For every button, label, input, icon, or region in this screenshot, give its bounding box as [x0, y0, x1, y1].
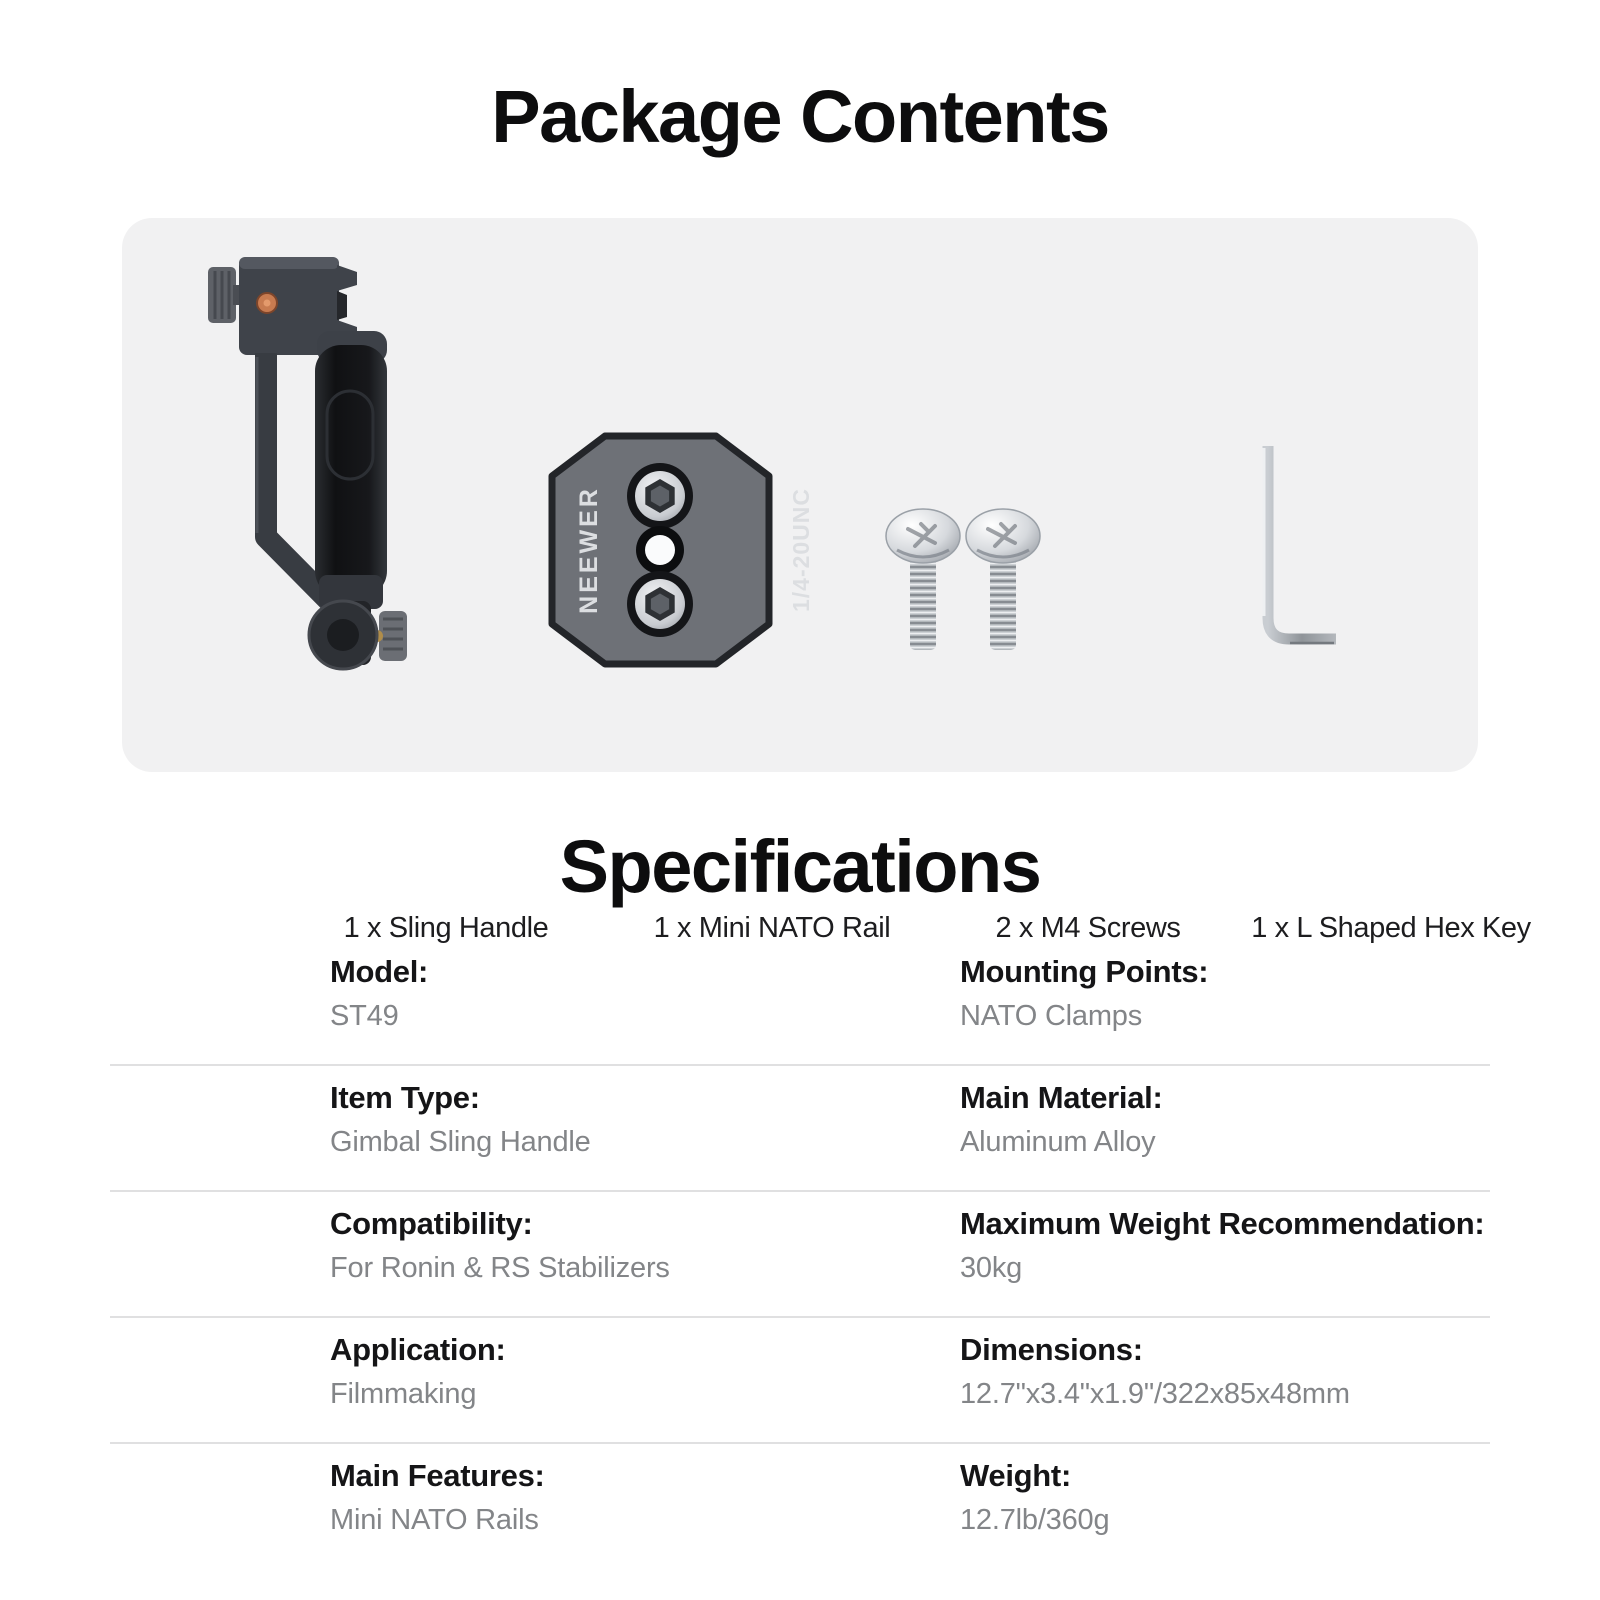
spec-row-itemtype-material: [110, 1066, 1490, 1192]
spec-row-application-dimensions: [110, 1318, 1490, 1444]
spec-label-weight: Weight:: [960, 1458, 1071, 1493]
spec-cell-main-material: [960, 1080, 1560, 1159]
item-caption-mini-nato-rail: 1 x Mini NATO Rail: [653, 912, 891, 944]
spec-value-model: ST49: [330, 999, 399, 1032]
sling-handle-illustration: [195, 245, 410, 670]
package-contents-title: Package Contents: [491, 75, 1109, 158]
mini-nato-rail-illustration: [548, 432, 814, 668]
spec-value-mounting-points: NATO Clamps: [960, 999, 1143, 1032]
spec-label-mounting-points: Mounting Points:: [960, 954, 1209, 989]
specifications-table: [110, 940, 1490, 1570]
spec-value-item-type: Gimbal Sling Handle: [330, 1125, 591, 1158]
spec-value-main-material: Aluminum Alloy: [960, 1125, 1156, 1158]
spec-label-main-material: Main Material:: [960, 1080, 1163, 1115]
m4-screws-illustration: [878, 498, 1068, 653]
spec-cell-main-features: [330, 1458, 930, 1537]
spec-row-compatibility-weightrec: [110, 1192, 1490, 1318]
spec-label-model: Model:: [330, 954, 429, 989]
specifications-title: Specifications: [559, 825, 1041, 908]
spec-cell-item-type: [330, 1080, 930, 1159]
rail-brand-marking: NEEWER: [575, 486, 603, 614]
spec-cell-model: [330, 954, 930, 1033]
spec-row-features-weight: [110, 1444, 1490, 1570]
spec-label-compatibility: Compatibility:: [330, 1206, 533, 1241]
spec-cell-compatibility: [330, 1206, 930, 1285]
item-caption-m4-screws: 2 x M4 Screws: [995, 912, 1181, 944]
rail-thread-marking: 1/4-20UNC: [788, 487, 814, 613]
spec-row-model-mounting: [110, 940, 1490, 1066]
spec-value-max-weight: 30kg: [960, 1251, 1023, 1284]
spec-label-main-features: Main Features:: [330, 1458, 545, 1493]
spec-value-application: Filmmaking: [330, 1377, 477, 1410]
spec-value-compatibility: For Ronin & RS Stabilizers: [330, 1251, 670, 1284]
spec-value-dimensions: 12.7"x3.4"x1.9"/322x85x48mm: [960, 1377, 1350, 1410]
spec-cell-mounting-points: [960, 954, 1560, 1033]
spec-label-item-type: Item Type:: [330, 1080, 480, 1115]
spec-cell-max-weight: [960, 1206, 1560, 1285]
spec-cell-dimensions: [960, 1332, 1560, 1411]
spec-label-max-weight: Maximum Weight Recommendation:: [960, 1206, 1485, 1241]
spec-label-dimensions: Dimensions:: [960, 1332, 1143, 1367]
item-caption-sling-handle: 1 x Sling Handle: [343, 912, 549, 944]
spec-cell-weight: [960, 1458, 1560, 1537]
spec-cell-application: [330, 1332, 930, 1411]
item-caption-hex-key: 1 x L Shaped Hex Key: [1251, 912, 1531, 944]
spec-label-application: Application:: [330, 1332, 506, 1367]
hex-key-illustration: [1240, 438, 1340, 660]
spec-value-main-features: Mini NATO Rails: [330, 1503, 539, 1536]
spec-value-weight: 12.7lb/360g: [960, 1503, 1110, 1536]
